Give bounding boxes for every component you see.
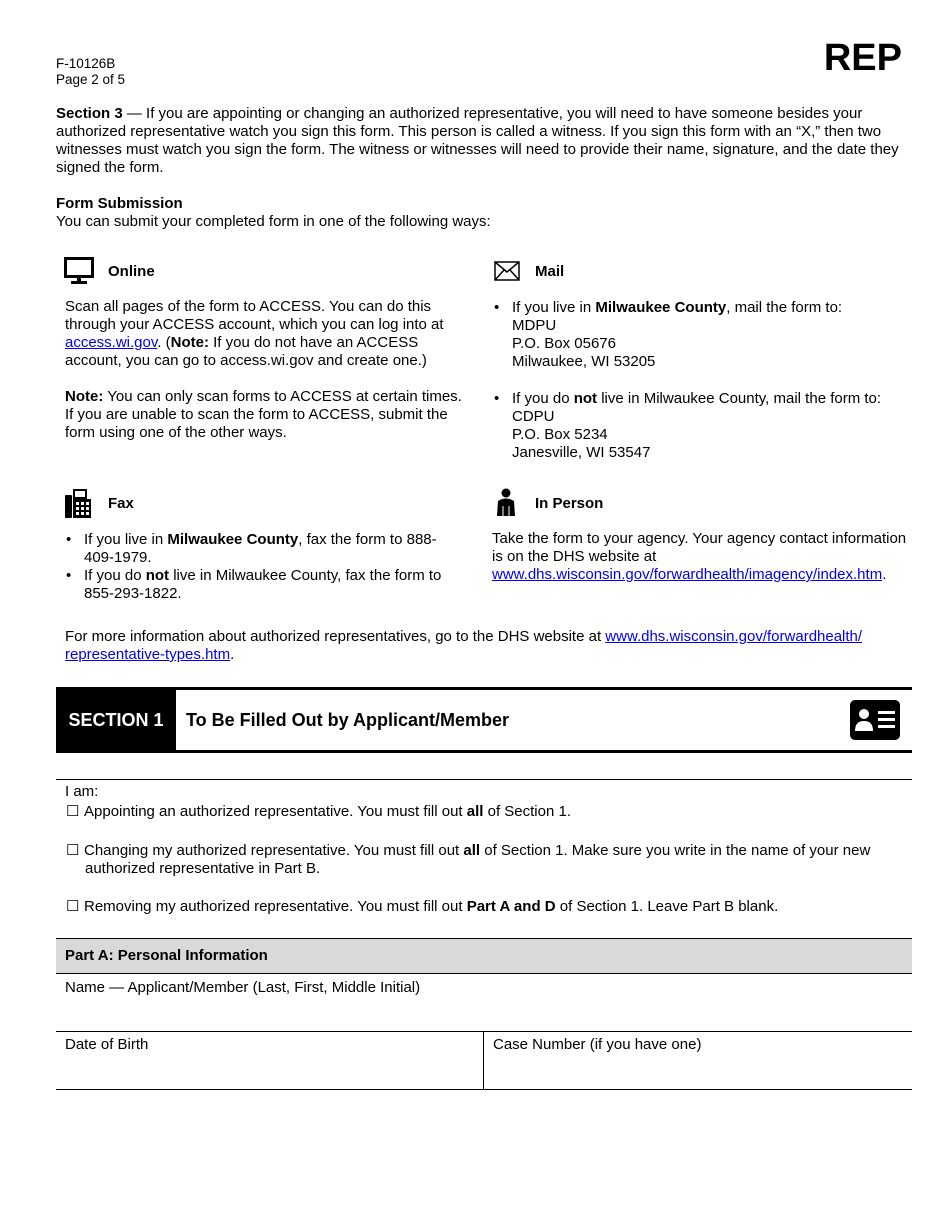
i-am-label: I am:: [65, 783, 99, 800]
online-p1-sep: . (: [157, 334, 171, 351]
in-person-title: In Person: [535, 495, 604, 512]
option-removing: [66, 898, 912, 916]
address-line: P.O. Box 05676: [512, 335, 616, 352]
mail-item-milwaukee: [492, 299, 904, 371]
form-number: F-10126B: [56, 56, 116, 71]
mail-address-cdpu: [512, 408, 904, 462]
online-p1-text: Scan all pages of the form to ACCESS. You can do this through your ACCESS account, which you can log into at: [65, 298, 444, 333]
more-info-end: .: [230, 646, 235, 663]
removing-checkbox[interactable]: ☐: [66, 898, 80, 915]
option-text: of Section 1. Leave Part B blank.: [555, 898, 779, 915]
mail-list: [492, 299, 904, 462]
link-part: www.dhs.wisconsin.gov/forwardhealth/: [605, 628, 863, 645]
online-icon: [64, 257, 94, 290]
in-person-end: .: [882, 566, 887, 583]
online-text: [65, 298, 465, 442]
mail-item1-county: Milwaukee County: [595, 299, 727, 316]
divider: [56, 1031, 912, 1032]
in-person-text: [492, 530, 907, 584]
address-line: MDPU: [512, 317, 557, 334]
form-code: REP: [823, 37, 902, 79]
fax-icon: [64, 489, 92, 524]
case-number-field[interactable]: [484, 1056, 911, 1088]
online-p2-text: You can only scan forms to ACCESS at certain times. If you are unable to scan the form to ACCESS, submit the form using one of the other ways.: [65, 388, 462, 441]
section3-lead: Section 3: [56, 105, 123, 122]
dob-field-label: Date of Birth: [65, 1036, 149, 1053]
option-emphasis: all: [463, 842, 481, 859]
mail-item2-not: not: [573, 390, 598, 407]
access-link[interactable]: access.wi.gov: [65, 334, 158, 351]
form-number-block: [56, 56, 125, 88]
page-number: Page 2 of 5: [56, 72, 126, 87]
option-changing: [66, 842, 931, 878]
fax-item2-text-a: If you do: [84, 567, 146, 584]
mail-item2-text-a: If you do: [512, 390, 574, 407]
fax-title: Fax: [108, 495, 134, 512]
more-info: [65, 628, 905, 664]
mail-address-mdpu: [512, 317, 904, 371]
fax-item-other: [64, 567, 464, 603]
case-number-field-label: Case Number (if you have one): [493, 1036, 702, 1053]
link-part: representative-types.htm: [65, 646, 231, 663]
fax-item2-text-c: live in Milwaukee County, fax the form to 855-293-1822.: [84, 567, 442, 602]
changing-checkbox[interactable]: ☐: [66, 842, 80, 859]
section3-note: [56, 105, 904, 177]
section1-title: To Be Filled Out by Applicant/Member: [186, 710, 510, 730]
option-text: Appointing an authorized representative. You must fill out: [84, 803, 467, 820]
address-line: Janesville, WI 53547: [512, 444, 651, 461]
online-title: Online: [108, 263, 155, 280]
divider: [56, 779, 912, 780]
fax-item2-not: not: [145, 567, 170, 584]
imagency-link[interactable]: www.dhs.wisconsin.gov/forwardhealth/imagency/index.htm: [492, 566, 883, 583]
online-p1-note-text: If you do not have an ACCESS account, you can go to access.wi.gov and create one.): [65, 334, 427, 369]
online-p2-note-label: Note:: [65, 388, 104, 405]
option-text: of Section 1. Make sure you write in the name of your new authorized representative in Part B.: [85, 842, 871, 877]
dob-field[interactable]: [56, 1056, 482, 1088]
fax-item1-county: Milwaukee County: [167, 531, 299, 548]
appointing-checkbox[interactable]: ☐: [66, 803, 80, 820]
mail-item2-text-c: live in Milwaukee County, mail the form to:: [597, 390, 882, 407]
address-line: CDPU: [512, 408, 555, 425]
online-paragraph-1: [65, 298, 465, 370]
option-appointing: [66, 803, 912, 821]
fax-item-milwaukee: [64, 531, 464, 567]
section1-header: [56, 687, 912, 753]
option-text: Changing my authorized representative. You must fill out: [84, 842, 464, 859]
option-text: Removing my authorized representative. You must fill out: [84, 898, 467, 915]
online-paragraph-2: [65, 388, 465, 442]
mail-title: Mail: [535, 263, 565, 280]
id-card-icon: [850, 700, 900, 745]
fax-item1-text-c: , fax the form to 888-409-1979.: [84, 531, 437, 566]
option-emphasis: Part A and D: [466, 898, 556, 915]
address-line: Milwaukee, WI 53205: [512, 353, 656, 370]
option-text: of Section 1.: [483, 803, 571, 820]
section1-label: SECTION 1: [56, 690, 176, 750]
option-emphasis: all: [466, 803, 484, 820]
address-line: P.O. Box 5234: [512, 426, 608, 443]
part-a-heading: Part A: Personal Information: [56, 938, 912, 974]
mail-item1-text-a: If you live in: [512, 299, 596, 316]
mail-item1-text-c: , mail the form to:: [726, 299, 843, 316]
online-p1-note-label: Note:: [170, 334, 209, 351]
in-person-body: Take the form to your agency. Your agency contact information is on the DHS website at: [492, 530, 907, 565]
form-submission: [56, 195, 904, 231]
fax-list: [64, 531, 464, 603]
section3-text: — If you are appointing or changing an authorized representative, you will need to have someone besides your authorized representative watch you sign this form. This person is called a witness. If you sign this form with an “X,” then two witnesses must watch you sign the form. The witness or witnesses will need to provide their name, signature, and the date they signed the form.: [56, 105, 899, 176]
divider: [56, 1089, 912, 1090]
name-field-label: Name — Applicant/Member (Last, First, Middle Initial): [65, 979, 421, 996]
name-field[interactable]: [56, 998, 912, 1030]
mail-icon: [494, 261, 520, 286]
fax-item1-text-a: If you live in: [84, 531, 168, 548]
more-info-text: For more information about authorized representatives, go to the DHS website at: [65, 628, 606, 645]
mail-item-other: [492, 390, 904, 462]
form-submission-heading: Form Submission: [56, 195, 183, 212]
person-icon: [495, 488, 517, 523]
form-submission-intro: You can submit your completed form in one of the following ways:: [56, 213, 491, 230]
